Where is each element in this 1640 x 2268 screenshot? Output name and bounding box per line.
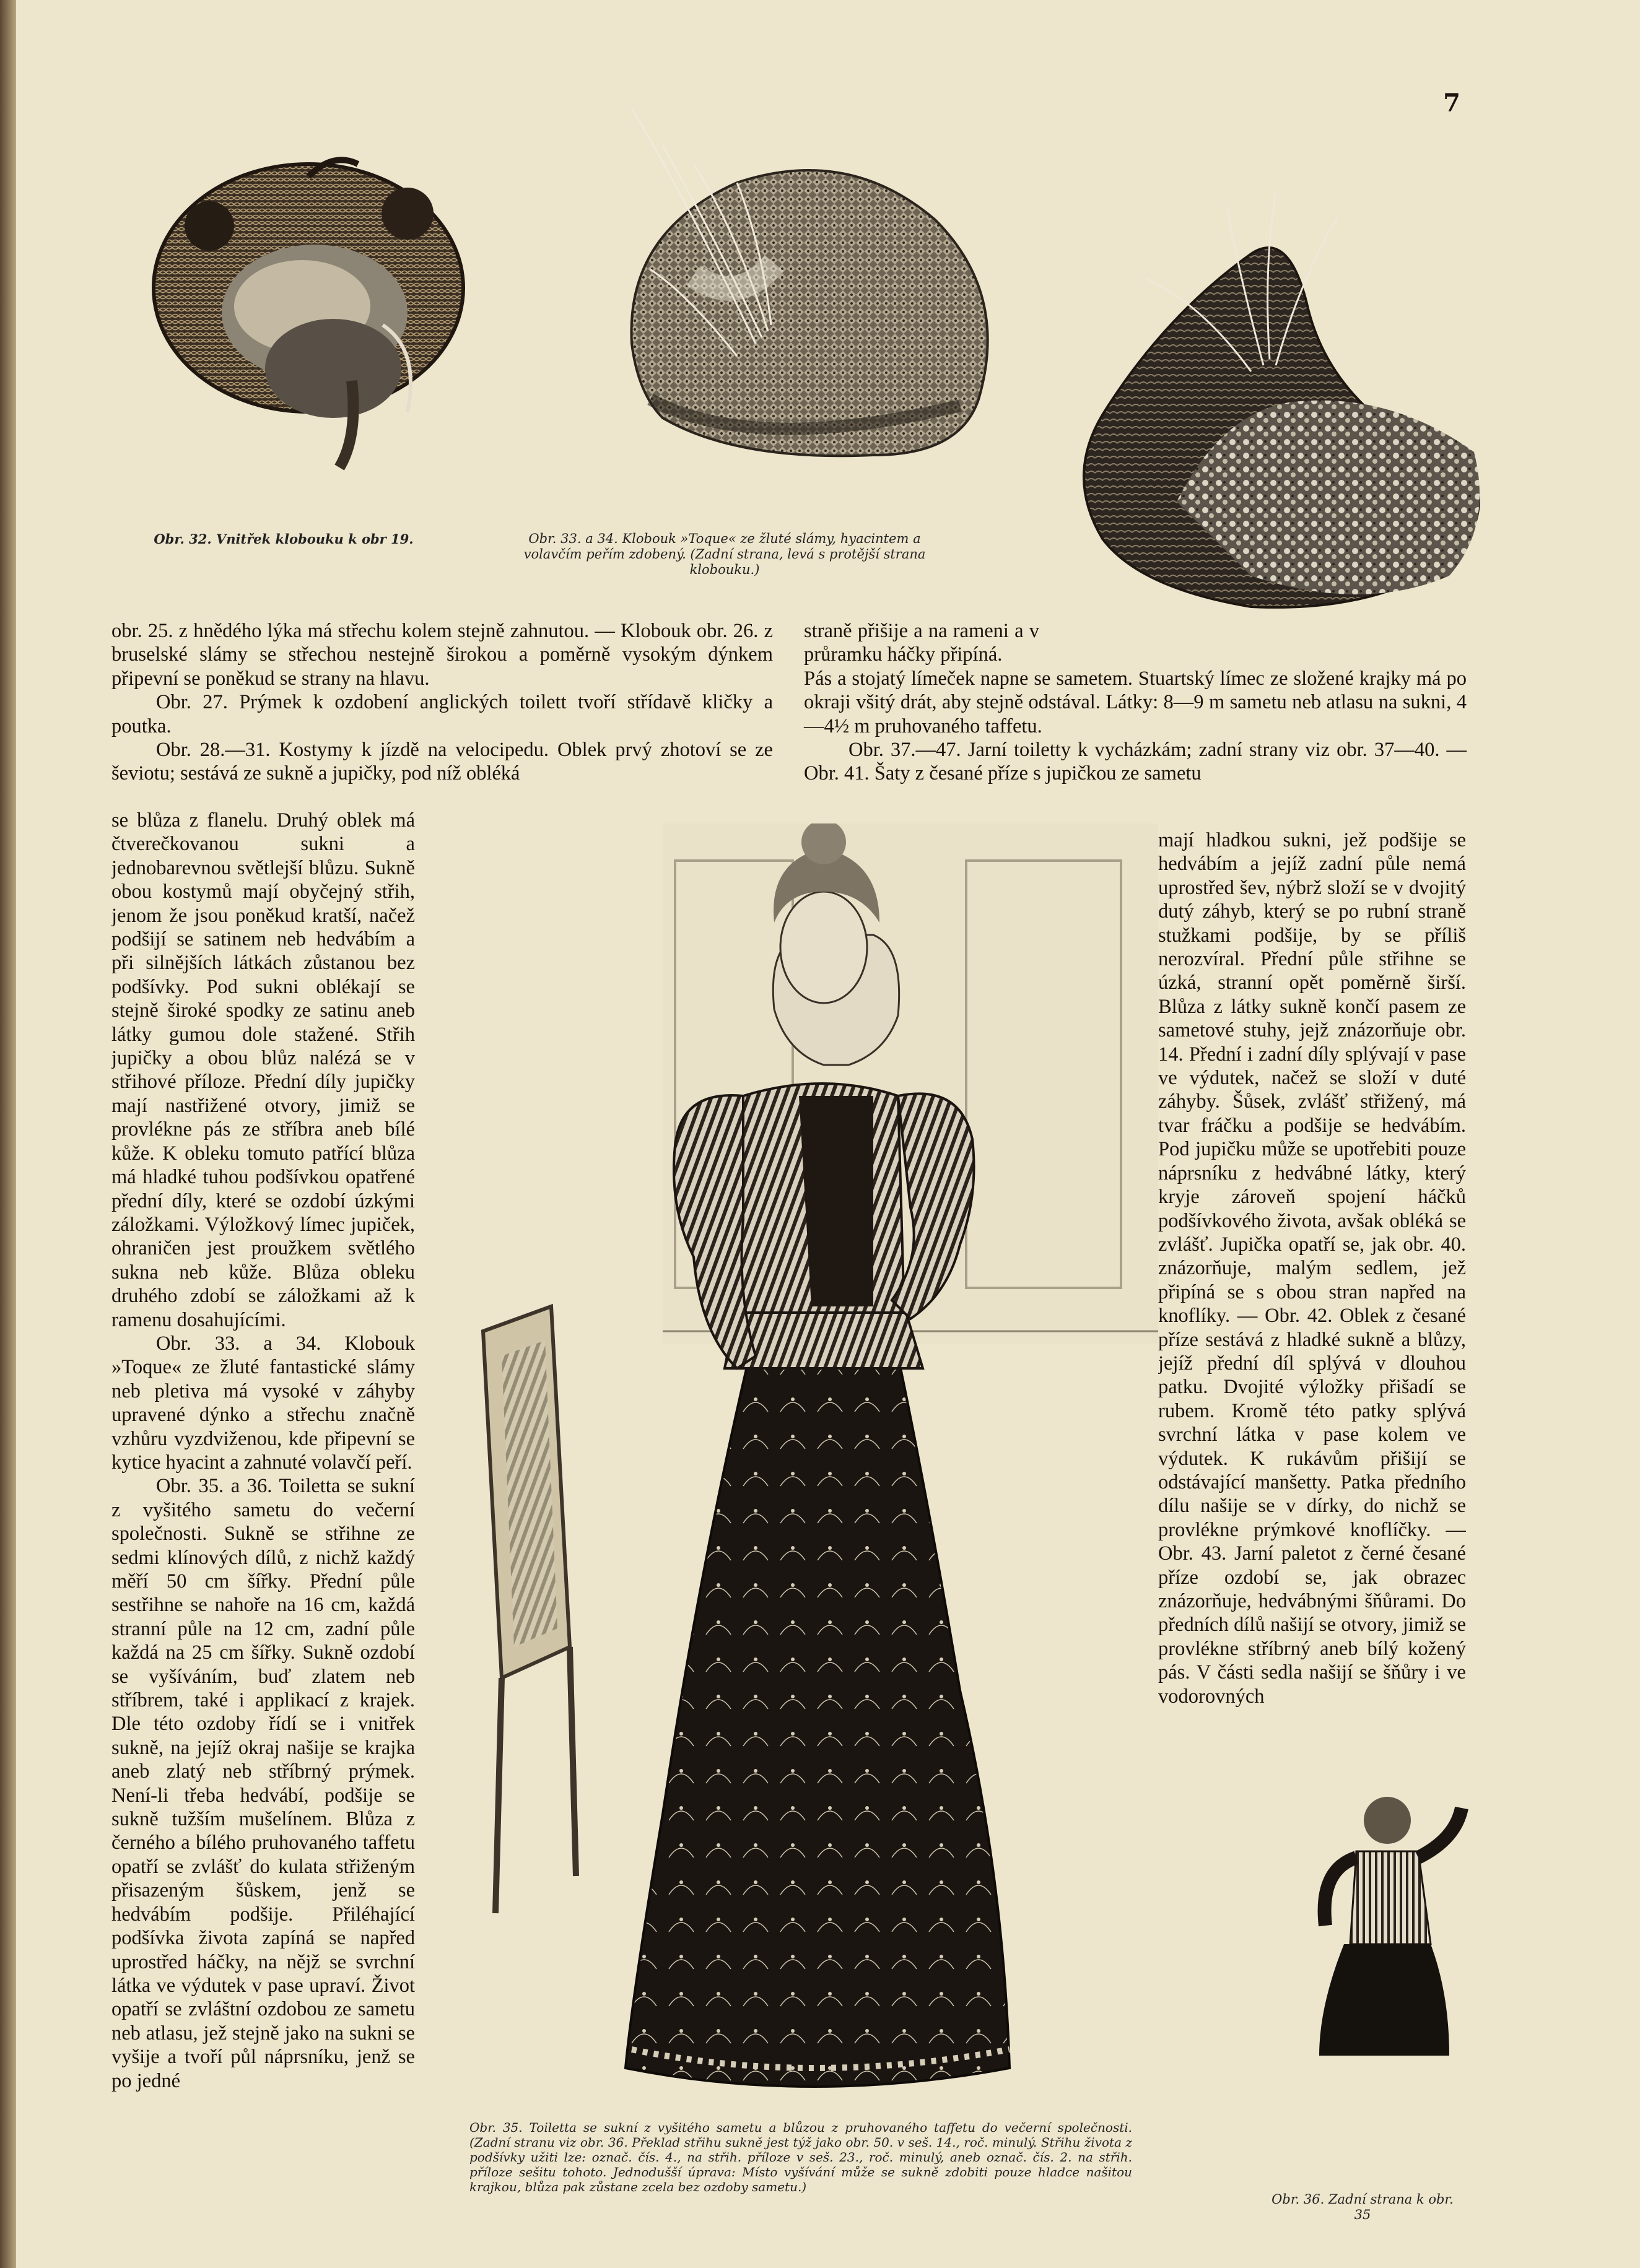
paragraph: se blůza z flanelu. Druhý oblek má čtverečkovanou sukni a jednobarevnou světlejší blůzu. Sukně obou kostymů mají obyčejný střih, jenom že jsou poněkud kratší, načež podšijí se satinem neb hedvábím a při silnějších látkách zůstanou bez podšívky. Pod sukni oblékají se stejně široké spodky ze satinu aneb látky gumou dole stažené. Střih jupičky a obou blůz nalézá se v střihové příloze. Přední díly jupičky mají nastřižené otvory, jimiž se provlékne pás ze stříbra aneb bílé kůže. K obleku tomuto patřící blůza má hladké tuhou podšívkou opatřené přední díly, které se ozdobí úzkými záložkami. Výložkový límec jupiček, ohraničen jest proužkem světlého sukna neb kůže. Blůza obleku druhého zdobí se záložkami až k ramenu dosahujícími. [111,809,415,1331]
paragraph: Pás a stojatý límeček napne se sametem. Stuartský límec ze složené krajky má po okraji všitý drát, aby stejně odstával. Látky: 8—9 m sametu neb atlasu na sukni, 4—4½ m pruhovaného taffetu. [804,667,1467,737]
page-number: 7 [1443,89,1460,118]
paragraph: Obr. 27. Prýmek k ozdobení anglických toilett tvoří střídavě kličky a poutka. [111,691,773,737]
evening-toilette-illustration [477,823,1158,2105]
text-intro-right [804,619,1467,786]
text-column-right [1158,828,1466,1776]
paragraph: mají hladkou sukni, jež podšije se hedvábím a jejíž zadní půle nemá uprostřed šev, nýbrž složí se v dvojitý dutý záhyb, který se po rubní straně stužkami podšije, by se příliš nerozvíral. Přední půle střihne se úzká, stranní opět poměrně širší. Blůza z látky sukně končí pasem ze sametové stuhy, jejž znázorňuje obr. 14. Přední i zadní díly splývají v pase ve výdutek, načež se složí v duté záhyby. Šůsek, zvlášť střižený, má tvar fráčku a podšije se hedvábím. Pod jupičku může se upotřebiti pouze náprsníku z hedvábné látky, který kryje zároveň spojení háčků podšívkového života, avšak obléká se zvlášť. Jupička opatří se, jak obr. 40. znázorňuje, malým sedlem, jež připíná se s obou stran napřed na knoflíky. — Obr. 42. Oblek z česané příze sestává z hladké sukně a blůzy, jejíž přední díl splývá v dlouhou patku. Dvojité výložky přišadí se rubem. Kromě této patky splývá svrchní látka v pase kolem ve výdutek. K rukávům přišijí se odstávající manšetty. Patka předního dílu našije se v dírky, do nichž se provlékne prýmkové knoflíčky. — Obr. 43. Jarní paletot z černé česané příze ozdobí se, jak obrazec znázorňuje, hedvábnými šňůrami. Do předních dílů našijí se otvory, jimiž se provlékne stříbrný aneb bílý kožený pás. V části sedla našijí se šňůry i ve vodorovných [1158,829,1466,1708]
text-column-left [111,809,415,2233]
paragraph: straně přišije a na rameni a v průramku háčky připíná. [804,620,1039,666]
paragraph: Obr. 33. a 34. Klobouk »Toque« ze žluté fantastické slámy neb pletiva má vysoké v záhyby upravené dýnko a střechu značně vzhůru vyzdviženou, kde připevní se kytice hyacint a zahnuté volavčí peří. [111,1332,415,1474]
fig-33-caption: Obr. 33. a 34. Klobouk »Toque« ze žluté slámy, hyacintem a volavčím peřím zdobený. (Zadní strana, levá s protější strana klobouku.) [523,531,926,577]
toque-hat-illustration [613,108,1016,536]
fig-35-caption: Obr. 35. Toiletta se sukní z vyšitého sametu a blůzou z pruhovaného taffetu do večerní společnosti. (Zadní stranu viz obr. 36. Překlad střihu sukně jest týž jako obr. 50. v seš. 14., roč. minulý. Střihu života z podšívky užiti lze: označ. čís. 4., na střih. příloze v seš. 23., roč. minulý, aneb označ. čís. 2. na střih. příloze sešitu tohoto. Jednodušší úprava: Místo vyšívání může se sukně zdobiti pouze hladce našitou krajkou, blůza pak zůstane zcela bez ozdoby sametu.) [469,2120,1132,2194]
hat-interior-illustration [147,133,482,480]
paragraph: obr. 25. z hnědého lýka má střechu kolem stejně zahnutou. — Klobouk obr. 26. z bruselské slámy se střechou nestejně širokou a poměrně vysokým dýnkem připevní se poněkud se strany na hlavu. [111,620,773,690]
toque-hat-side-illustration [1065,180,1493,625]
fig-32-caption: Obr. 32. Vnitřek klobouku k obr 19. [154,531,414,547]
back-view-illustration [1307,1783,1486,2074]
fig-36-caption: Obr. 36. Zadní strana k obr. 35 [1271,2192,1454,2222]
paragraph: Obr. 28.—31. Kostymy k jízdě na velocipedu. Oblek prvý zhotoví se ze ševiotu; sestává ze sukně a jupičky, pod níž obléká [111,739,773,785]
binding-edge [0,0,16,2268]
paragraph: Obr. 37.—47. Jarní toiletty k vycházkám; zadní strany viz obr. 37—40. — Obr. 41. Šaty z česané příze s jupičkou ze sametu [804,739,1467,785]
paragraph: Obr. 35. a 36. Toiletta se sukní z vyšitého sametu do večerní společnosti. Sukně se střihne ze sedmi klínových dílů, z nichž každý měří 50 cm šířky. Přední půle sestřihne se nahoře na 16 cm, každá stranní půle na 12 cm, zadní půle každá na 25 cm šířky. Sukně ozdobí se vyšíváním, buď zlatem neb stříbrem, také i applikací z krajek. Dle této ozdoby řídí se i vnitřek sukně, na jejíž okraj našije se krajka aneb zlatý neb stříbrný prýmek. Není-li třeba hedvábí, podšije se sukně tužším mušelínem. Blůza z černého a bílého pruhovaného taffetu opatří se zvlášť do kulata střiženým přisazeným šůskem, jenž se hedvábím podšije. Přiléhající podšívka života zapíná se napřed uprostřed háčky, na nějž se svrchní látka ve výdutek v pase upraví. Život opatří se zvláštní ozdobou ze sametu neb atlasu, jež stejně jako na sukni se vyšije a tvoří půl náprsníku, jenž se po jedné [111,1475,415,2092]
text-intro-left [111,619,773,786]
